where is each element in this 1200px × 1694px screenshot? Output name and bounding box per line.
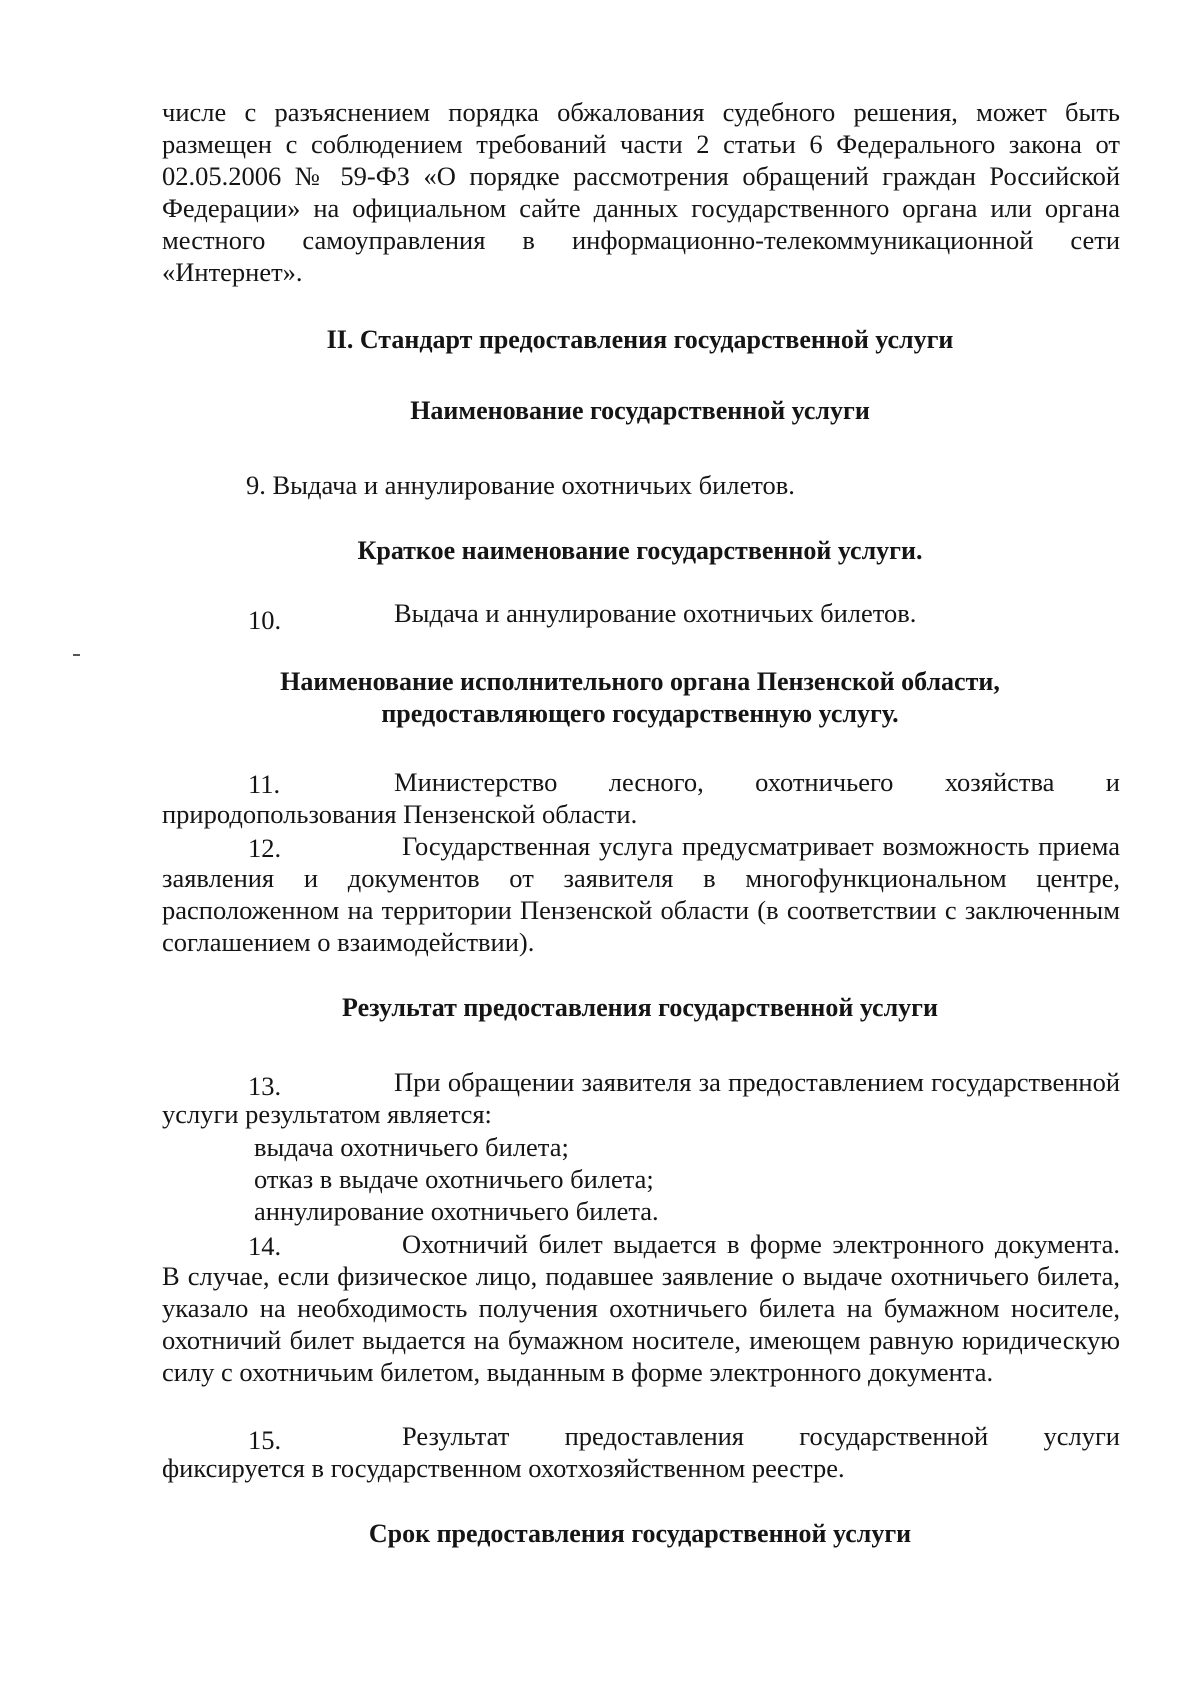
item-14-text: Охотничий билет выдается в форме электронного документа. В случае, если физическое лицо, подавшее заявление о выдаче охотничьего билета, указало на необходимость получения охотничьего билета на бумажном носителе, охотничий билет выдается на бумажном носителе, имеющем равную юридическую силу с охотничьим билетом, выданным в форме электронного документа. — [162, 1229, 1120, 1387]
item-12-number: 12. — [248, 833, 282, 863]
item-9: 9. Выдача и аннулирование охотничьих билетов. — [246, 470, 795, 500]
item-13-text: При обращении заявителя за предоставлением государственной услуги результатом является: — [162, 1067, 1120, 1129]
intro-paragraph: числе с разъяснением порядка обжалования судебного решения, может быть размещен с соблюдением требований части 2 статьи 6 Федерального закона от 02.05.2006 № 59-ФЗ «О порядке рассмотрения обращений граждан Российской Федерации» на официальном сайте данных государственного органа или органа местного самоуправления в информационно-телекоммуникационной сети «Интернет». — [162, 97, 1120, 287]
body-heading-line-1: Наименование исполнительного органа Пензенской области, — [280, 667, 1000, 696]
margin-mark — [73, 654, 80, 656]
item-13-option-2: отказ в выдаче охотничьего билета; — [254, 1164, 654, 1194]
service-name-heading: Наименование государственной услуги — [410, 396, 870, 425]
item-15-number: 15. — [248, 1425, 282, 1455]
item-14-number: 14. — [248, 1231, 282, 1261]
item-11-text: Министерство лесного, охотничьего хозяйства и природопользования Пензенской области. — [162, 767, 1120, 829]
item-13-option-3: аннулирование охотничьего билета. — [254, 1196, 659, 1226]
short-name-heading: Краткое наименование государственной услуги. — [357, 536, 923, 565]
result-heading: Результат предоставления государственной услуги — [342, 993, 938, 1022]
item-10-number: 10. — [248, 605, 282, 635]
item-12-text: Государственная услуга предусматривает возможность приема заявления и документов от заявителя в многофункциональном центре, расположенном на территории Пензенской области (в соответствии с заключенным соглашением о взаимодействии). — [162, 831, 1120, 957]
term-heading: Срок предоставления государственной услуги — [368, 1519, 912, 1548]
item-13-number: 13. — [248, 1071, 282, 1101]
item-11-number: 11. — [248, 769, 281, 799]
section-heading: II. Стандарт предоставления государственной услуги — [326, 325, 954, 354]
item-13-option-1: выдача охотничьего билета; — [254, 1132, 569, 1162]
item-15-text: Результат предоставления государственной услуги фиксируется в государственном охотхозяйственном реестре. — [162, 1421, 1120, 1483]
item-10-text: Выдача и аннулирование охотничьих билетов. — [394, 598, 917, 628]
body-heading-line-2: предоставляющего государственную услугу. — [381, 699, 899, 728]
